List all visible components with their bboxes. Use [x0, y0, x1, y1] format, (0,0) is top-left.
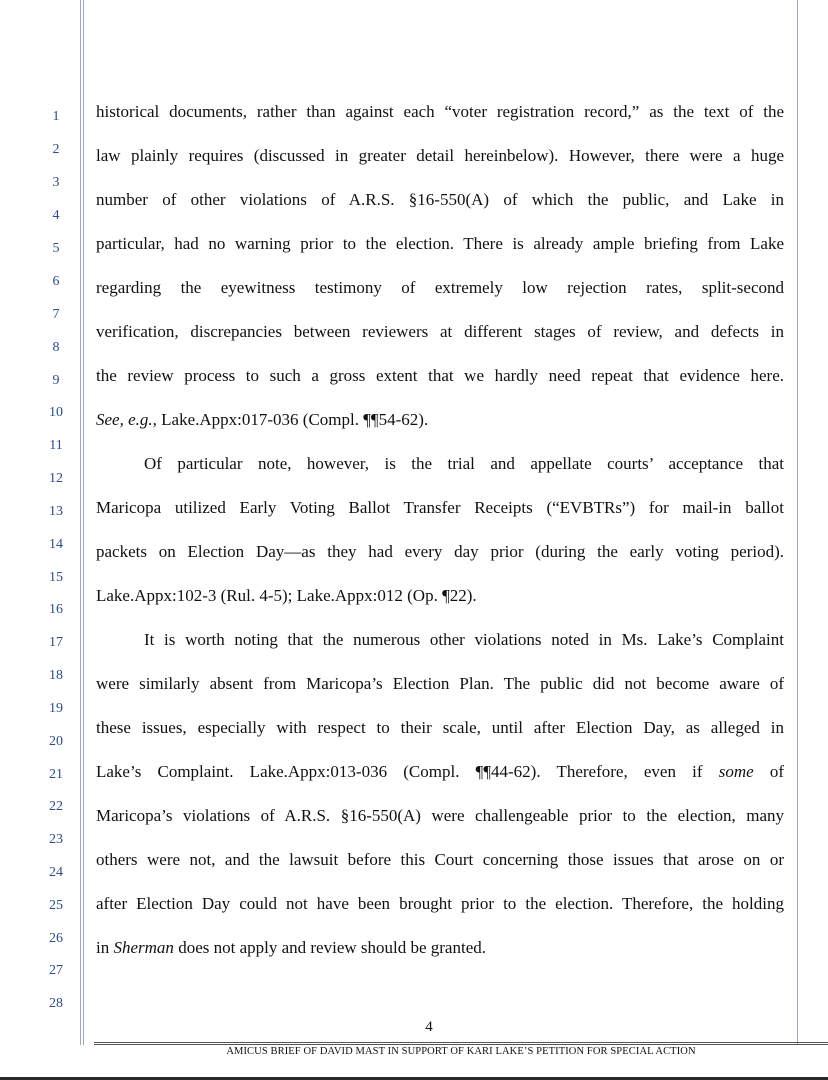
line-number: 25	[49, 898, 63, 913]
line-number: 18	[49, 668, 63, 683]
body-line: Maricopa’s violations of A.R.S. §16-550(A) were challengeable prior to the election, many	[96, 806, 784, 825]
body-line: See, e.g., Lake.Appx:017-036 (Compl. ¶¶54-62).	[96, 410, 429, 429]
body-line: Lake.Appx:102-3 (Rul. 4-5); Lake.Appx:012 (Op. ¶22).	[96, 586, 477, 605]
body-line: the review process to such a gross extent that we hardly need repeat that evidence here.	[96, 366, 784, 385]
body-line: Lake’s Complaint. Lake.Appx:013-036 (Compl. ¶¶44-62). Therefore, even if some of	[96, 762, 784, 781]
line-number: 4	[52, 208, 60, 223]
page-number: 4	[425, 1019, 433, 1035]
line-number: 3	[52, 175, 60, 190]
body-line: It is worth noting that the numerous other violations noted in Ms. Lake’s Complaint	[144, 630, 784, 649]
body-line: number of other violations of A.R.S. §16-550(A) of which the public, and Lake in	[96, 190, 784, 209]
line-number: 17	[49, 635, 63, 650]
line-number: 6	[52, 274, 60, 289]
line-number: 10	[49, 405, 63, 420]
body-line: these issues, especially with respect to their scale, until after Election Day, as alleged in	[96, 718, 784, 737]
body-line: law plainly requires (discussed in greater detail hereinbelow). However, there were a huge	[96, 146, 784, 165]
body-line: Maricopa utilized Early Voting Ballot Transfer Receipts (“EVBTRs”) for mail-in ballot	[96, 498, 784, 517]
line-number: 5	[52, 241, 60, 256]
left-margin-rule-inner	[83, 0, 84, 1045]
line-number: 12	[49, 471, 63, 486]
body-line: verification, discrepancies between reviewers at different stages of review, and defects in	[96, 322, 784, 341]
line-number: 9	[52, 373, 60, 388]
footer-rule	[94, 1044, 828, 1045]
body-line: regarding the eyewitness testimony of extremely low rejection rates, split-second	[96, 278, 784, 297]
body-line: in Sherman does not apply and review should be granted.	[96, 938, 486, 957]
line-number: 27	[49, 963, 63, 978]
body-line: particular, had no warning prior to the election. There is already ample briefing from Lake	[96, 234, 784, 253]
line-number: 15	[49, 570, 63, 585]
footer-rule	[94, 1042, 828, 1043]
body-line: after Election Day could not have been brought prior to the election. Therefore, the holding	[96, 894, 784, 913]
line-number: 14	[49, 537, 63, 552]
body-line: others were not, and the lawsuit before this Court concerning those issues that arose on or	[96, 850, 784, 869]
body-line: Of particular note, however, is the trial and appellate courts’ acceptance that	[144, 454, 784, 473]
line-number: 21	[49, 767, 63, 782]
line-number: 24	[49, 865, 63, 880]
left-margin-rule	[80, 0, 81, 1045]
line-number: 1	[52, 109, 60, 124]
line-number: 19	[49, 701, 63, 716]
line-number: 16	[49, 602, 63, 617]
line-number: 2	[52, 142, 60, 157]
body-line: historical documents, rather than against each “voter registration record,” as the text of the	[96, 102, 784, 121]
line-number: 20	[49, 734, 63, 749]
line-number: 22	[49, 799, 63, 814]
right-margin-rule	[797, 0, 798, 1045]
line-number: 11	[49, 438, 63, 453]
line-number: 26	[49, 931, 63, 946]
line-number: 13	[49, 504, 63, 519]
body-line: were similarly absent from Maricopa’s Election Plan. The public did not become aware of	[96, 674, 784, 693]
line-number: 23	[49, 832, 63, 847]
footer-caption: AMICUS BRIEF OF DAVID MAST IN SUPPORT OF KARI LAKE’S PETITION FOR SPECIAL ACTION	[226, 1046, 696, 1057]
line-number: 8	[52, 340, 60, 355]
line-number: 7	[52, 307, 60, 322]
body-line: packets on Election Day—as they had every day prior (during the early voting period).	[96, 542, 784, 561]
line-number: 28	[49, 996, 63, 1011]
